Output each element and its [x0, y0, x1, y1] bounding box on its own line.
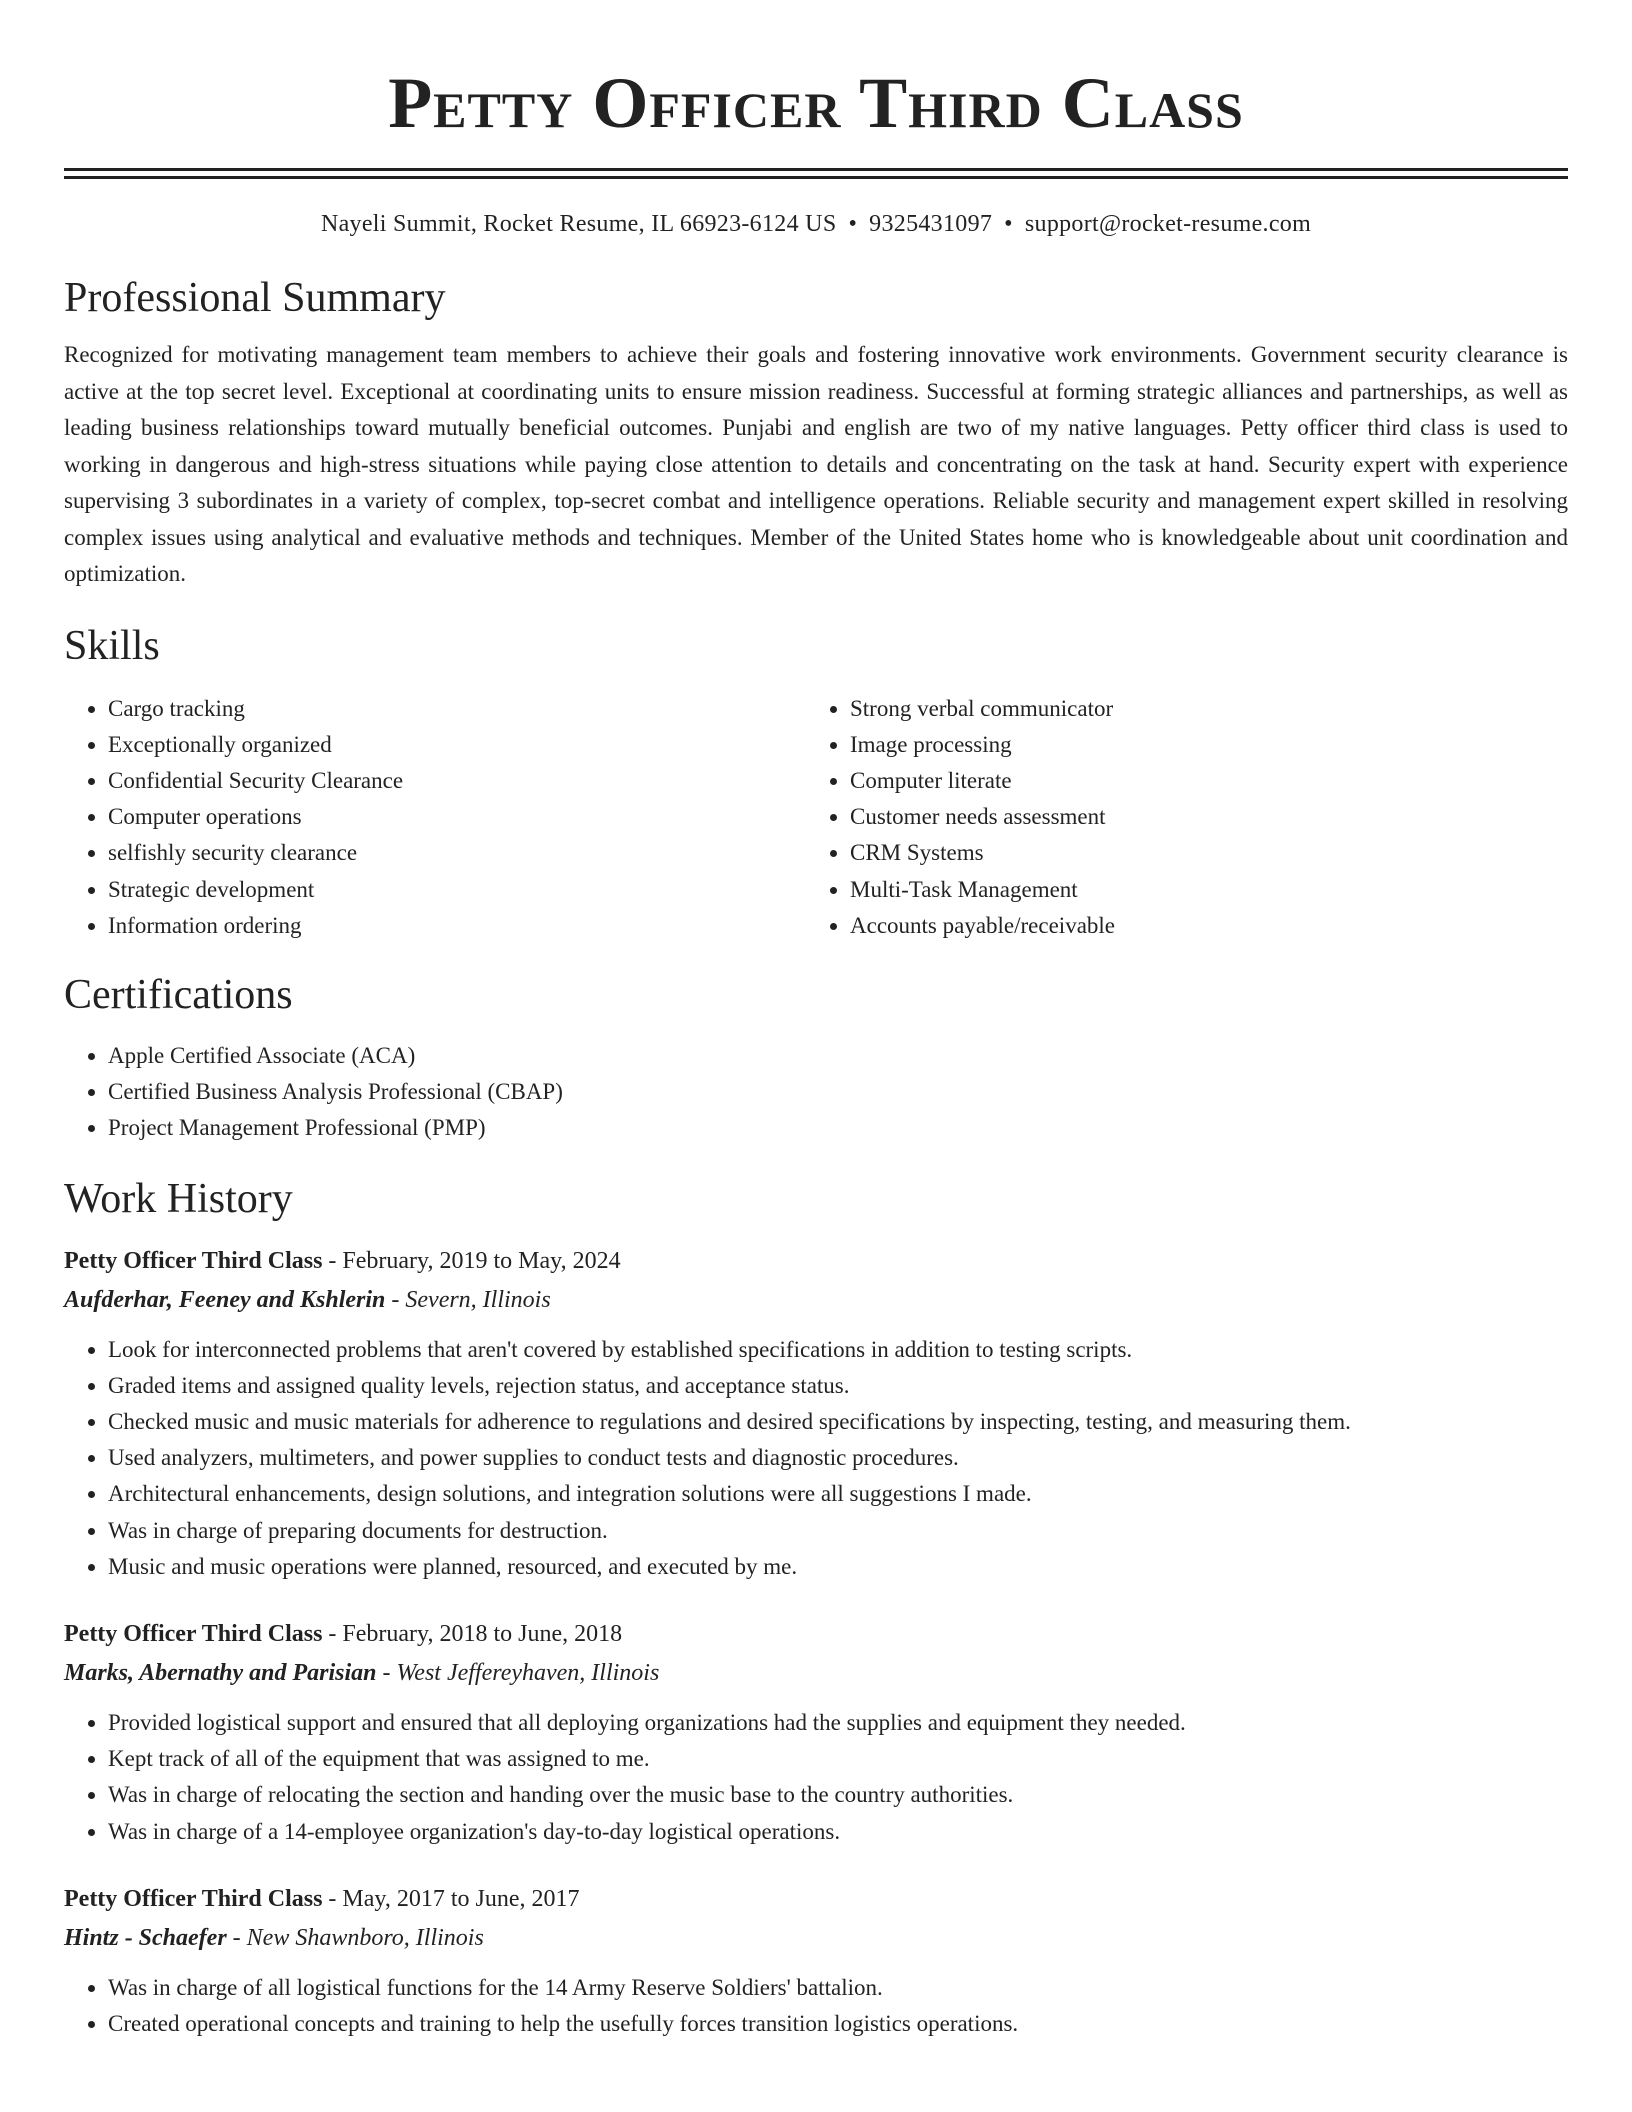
section-heading-summary: Professional Summary	[64, 275, 446, 321]
skill-item: • Multi-Task Management	[850, 872, 1548, 908]
work-history-section	[64, 1174, 1568, 2043]
certifications-section	[64, 970, 1568, 1147]
job-dates: - February, 2018 to June, 2018	[322, 1620, 623, 1647]
contact-email: support@rocket-resume.com	[1024, 211, 1312, 237]
contact-separator: •	[1004, 211, 1013, 237]
job-location: - West Jeffereyhaven, Illinois	[376, 1659, 660, 1686]
job-duty: • Architectural enhancements, design solutions, and integration solutions were all suggestions I made.	[108, 1476, 1568, 1512]
resume-header	[64, 58, 1568, 239]
skill-item: • Strong verbal communicator	[850, 691, 1548, 727]
summary-section	[64, 273, 1568, 593]
job-duty: • Music and music operations were planned, resourced, and executed by me.	[108, 1549, 1568, 1585]
job-title-line	[64, 1615, 1568, 1654]
skill-item: • Cargo tracking	[108, 691, 806, 727]
skill-item: • Confidential Security Clearance	[108, 763, 806, 799]
job-duty: • Checked music and music materials for adherence to regulations and desired specifications by inspecting, testing, and measuring them.	[108, 1404, 1568, 1440]
job-role: Petty Officer Third Class	[64, 1885, 323, 1912]
skill-item: • Exceptionally organized	[108, 727, 806, 763]
job-company: Hintz - Schaefer	[64, 1924, 227, 1951]
skill-item: • selfishly security clearance	[108, 835, 806, 871]
job-duty: • Was in charge of all logistical functions for the 14 Army Reserve Soldiers' battalion.	[108, 1970, 1568, 2006]
job-duty: • Kept track of all of the equipment that was assigned to me.	[108, 1741, 1568, 1777]
job-duty: • Used analyzers, multimeters, and power supplies to conduct tests and diagnostic procedures.	[108, 1440, 1568, 1476]
section-heading-certifications: Certifications	[64, 971, 293, 1018]
job-duty: • Created operational concepts and training to help the usefully forces transition logistics operations.	[108, 2006, 1568, 2042]
job-entry	[64, 1615, 1568, 1850]
contact-phone: 9325431097	[869, 211, 993, 237]
skills-columns	[64, 691, 1568, 944]
job-company: Aufderhar, Feeney and Kshlerin	[64, 1286, 386, 1313]
job-company-line	[64, 1654, 1568, 1693]
skills-section	[64, 621, 1568, 944]
job-duty: • Was in charge of preparing documents for destruction.	[108, 1513, 1568, 1549]
skill-item: • Accounts payable/receivable	[850, 908, 1548, 944]
job-duty: • Provided logistical support and ensured that all deploying organizations had the supplies and equipment they needed.	[108, 1705, 1568, 1741]
skills-list-left	[64, 691, 806, 944]
certification-item: • Apple Certified Associate (ACA)	[108, 1038, 1568, 1074]
skill-item: • CRM Systems	[850, 835, 1548, 871]
certification-item: • Certified Business Analysis Professional (CBAP)	[108, 1074, 1568, 1110]
job-role: Petty Officer Third Class	[64, 1620, 323, 1647]
contact-separator: •	[848, 211, 858, 237]
skill-item: • Computer literate	[850, 763, 1548, 799]
skill-item: • Computer operations	[108, 799, 806, 835]
header-divider-thick	[64, 168, 1568, 171]
header-divider-thin	[64, 176, 1568, 179]
section-heading-skills: Skills	[64, 622, 160, 669]
job-dates: - May, 2017 to June, 2017	[322, 1885, 580, 1912]
job-company-line	[64, 1281, 1568, 1320]
section-heading-work-history: Work History	[64, 1175, 293, 1222]
certification-item: • Project Management Professional (PMP)	[108, 1110, 1568, 1146]
job-duties-list	[64, 1705, 1568, 1850]
skill-item: • Image processing	[850, 727, 1548, 763]
skill-item: • Customer needs assessment	[850, 799, 1548, 835]
job-duty: • Graded items and assigned quality levels, rejection status, and acceptance status.	[108, 1368, 1568, 1404]
skill-item: • Information ordering	[108, 908, 806, 944]
summary-text: Recognized for motivating management team members to achieve their goals and fostering innovative work environments. Government security clearance is active at the top secret level. Exceptional at coordinating units to ensure mission readiness. Successful at forming strategic alliances and partnerships, as well as leading business relationships toward mutually beneficial outcomes. Punjabi and english are two of my native languages. Petty officer third class is used to working in dangerous and high-stress situations while paying close attention to details and concentrating on the task at hand. Security expert with experience supervising 3 subordinates in a variety of complex, top-secret combat and intelligence operations. Reliable security and management expert skilled in resolving complex issues using analytical and evaluative methods and techniques. Member of the United States home who is knowledgeable about unit coordination and optimization.	[64, 342, 1568, 586]
job-company-line	[64, 1919, 1568, 1958]
resume-title: Petty Officer Third Class	[388, 63, 1244, 143]
job-dates: - February, 2019 to May, 2024	[322, 1247, 621, 1274]
job-title-line	[64, 1242, 1568, 1281]
job-location: - New Shawnboro, Illinois	[226, 1924, 484, 1951]
job-entry	[64, 1242, 1568, 1585]
job-duty: • Look for interconnected problems that aren't covered by established specifications in addition to testing scripts.	[108, 1332, 1568, 1368]
job-title-line	[64, 1880, 1568, 1919]
job-role: Petty Officer Third Class	[64, 1247, 323, 1274]
job-location: - Severn, Illinois	[385, 1286, 551, 1313]
job-duty: • Was in charge of a 14-employee organization's day-to-day logistical operations.	[108, 1814, 1568, 1850]
contact-line	[64, 209, 1568, 239]
job-company: Marks, Abernathy and Parisian	[64, 1659, 377, 1686]
contact-address: Nayeli Summit, Rocket Resume, IL 66923-6124 US	[320, 211, 837, 237]
job-duty: • Was in charge of relocating the section and handing over the music base to the country authorities.	[108, 1777, 1568, 1813]
certifications-list	[64, 1038, 1568, 1147]
skill-item: • Strategic development	[108, 872, 806, 908]
job-entry	[64, 1880, 1568, 2042]
resume-page	[64, 0, 1568, 2042]
skills-list-right	[806, 691, 1548, 944]
job-duties-list	[64, 1332, 1568, 1585]
job-duties-list	[64, 1970, 1568, 2042]
